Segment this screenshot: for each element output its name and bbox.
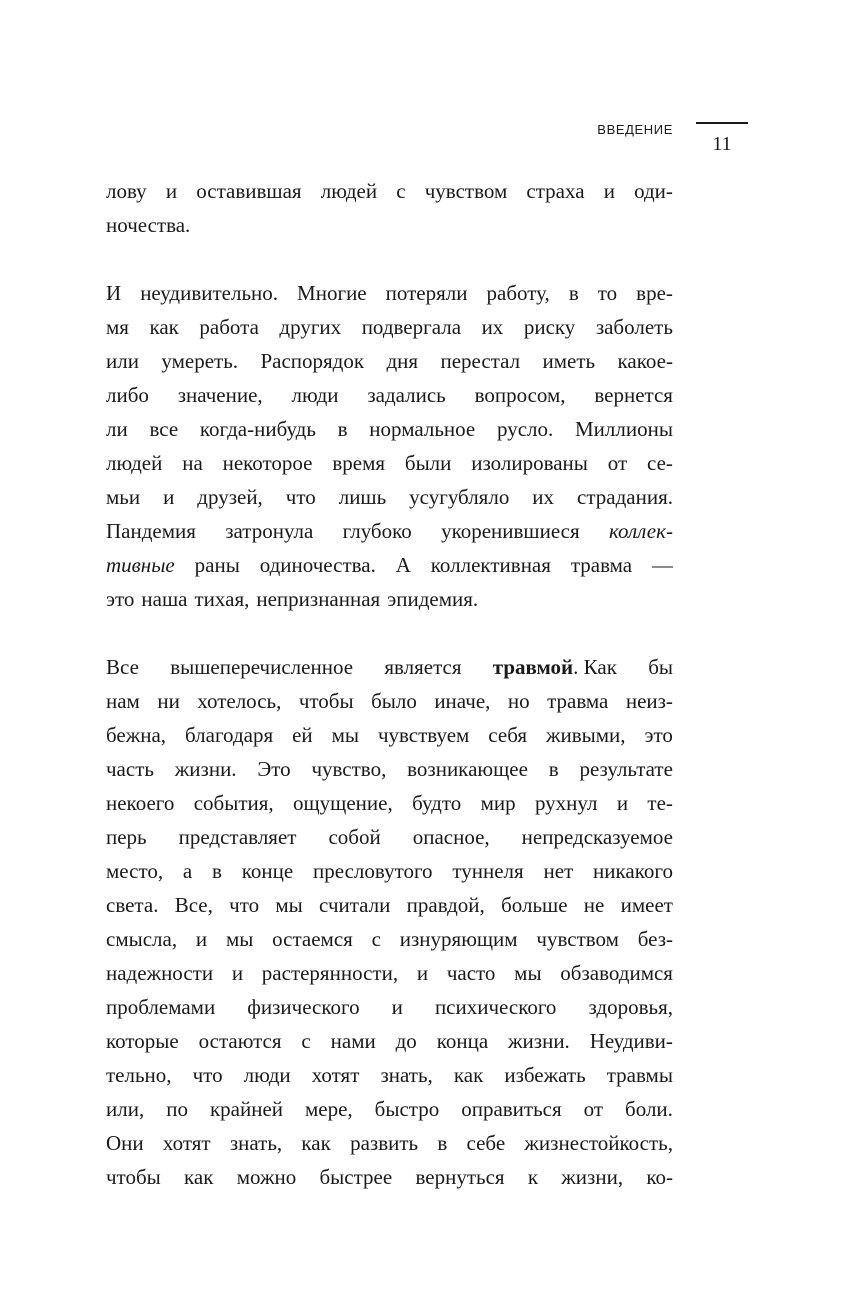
word: что [192, 1063, 223, 1087]
text-line [106, 514, 673, 548]
word: результате [579, 757, 673, 781]
word: живыми, [545, 723, 626, 747]
word: опасное, [412, 825, 490, 849]
word: смысла, [106, 927, 178, 951]
word: либо [106, 383, 149, 407]
word: изолированы [471, 451, 588, 475]
word: остаемся [272, 927, 353, 951]
word: неудивительно. [140, 281, 279, 305]
word: вре- [636, 281, 673, 305]
word: в [548, 757, 559, 781]
word: вопросом, [474, 383, 566, 407]
word: мы [514, 961, 542, 985]
word: события, [193, 791, 274, 815]
word: хотелось, [197, 689, 282, 713]
word: Многие [297, 281, 367, 305]
page-number: 11 [712, 133, 732, 155]
word: в [568, 281, 579, 305]
word: собой [328, 825, 381, 849]
word: бежна, [106, 723, 167, 747]
word: конца [436, 1029, 489, 1053]
word: чтобы [106, 1165, 161, 1189]
word: непредсказуемое [521, 825, 673, 849]
paragraph [106, 650, 673, 1194]
word: се- [647, 451, 673, 475]
word: света. [106, 893, 159, 917]
word: и [616, 791, 629, 815]
word: чтобы [298, 689, 354, 713]
word: или, [106, 1097, 145, 1121]
word: пресловутого [312, 859, 433, 883]
word: мы [331, 723, 359, 747]
text-line [106, 1058, 673, 1092]
text-line [106, 582, 673, 616]
text-line [106, 718, 673, 752]
word: нам [106, 689, 140, 713]
word: то [597, 281, 618, 305]
word: дня [386, 349, 419, 373]
word: и [231, 961, 244, 985]
text-line [106, 310, 673, 344]
word: перь [106, 825, 147, 849]
word: какое- [617, 349, 673, 373]
word: больше [501, 893, 568, 917]
word: как [149, 315, 179, 339]
word: себе [466, 1131, 506, 1155]
word: И [106, 281, 122, 305]
word: а [182, 859, 193, 883]
word: эпидемия. [387, 587, 479, 611]
word: от [583, 1097, 604, 1121]
word: А [395, 553, 411, 577]
word: ощущение, [293, 791, 393, 815]
word: и [195, 927, 208, 951]
text-line [106, 854, 673, 888]
word: страдания. [577, 485, 673, 509]
word: мы [275, 893, 303, 917]
word: заболеть [595, 315, 673, 339]
word: травма [570, 553, 633, 577]
word: в [212, 859, 222, 883]
word: мя [106, 315, 129, 339]
word: некоторое [222, 451, 313, 475]
word: оставившая [196, 179, 302, 203]
word: туннеля [452, 859, 524, 883]
word: Неудиви- [589, 1029, 673, 1053]
word: никакого [593, 859, 673, 883]
word: оправиться [461, 1097, 562, 1121]
text-line [106, 888, 673, 922]
word: но [507, 689, 530, 713]
word: и [391, 995, 403, 1019]
word: физического [247, 995, 360, 1019]
word: глубоко [342, 519, 412, 543]
italic-word: тивные [106, 553, 175, 577]
word: подвергала [361, 315, 462, 339]
word: наша [141, 587, 188, 611]
word: усугубляло [409, 485, 510, 509]
word: русло. [496, 417, 554, 441]
word: как [301, 1131, 331, 1155]
word: надежности [106, 961, 214, 985]
paragraph [106, 276, 673, 616]
word: друзей, [197, 485, 263, 509]
word: или [106, 349, 139, 373]
word: жизни. [174, 757, 237, 781]
word: некоего [106, 791, 175, 815]
word: конце [241, 859, 294, 883]
text-line [106, 548, 673, 582]
word: работу, [486, 281, 550, 305]
word: нормальное [369, 417, 476, 441]
word: как [453, 1063, 484, 1087]
body-text [106, 174, 673, 1228]
text-line [106, 174, 673, 208]
italic-word: коллек- [608, 519, 673, 543]
word: можно [236, 1165, 297, 1189]
word: к [527, 1165, 539, 1189]
word: чувство, [311, 757, 387, 781]
word: были [404, 451, 452, 475]
word: место, [106, 859, 164, 883]
word: работа [199, 315, 259, 339]
text-line [106, 956, 673, 990]
word: людей [320, 179, 378, 203]
word: обзаводимся [560, 961, 673, 985]
word: благодаря [185, 723, 274, 747]
word: ко- [646, 1165, 673, 1189]
word: и [165, 179, 178, 203]
word: жизни, [561, 1165, 624, 1189]
word: на [182, 451, 203, 475]
word: укоренившиеся [441, 519, 580, 543]
word: Распорядок [260, 349, 365, 373]
word: когда-нибудь [199, 417, 316, 441]
word: — [651, 553, 673, 577]
word: жизнестойкость, [524, 1131, 673, 1155]
word: это [106, 587, 135, 611]
word: жизни. [508, 1029, 570, 1053]
running-head-section-title: ВВЕДЕНИЕ [597, 122, 673, 137]
text-line [106, 1126, 673, 1160]
word: до [395, 1029, 417, 1053]
word: тихая, [194, 587, 250, 611]
word: ли [106, 417, 128, 441]
text-line [106, 990, 673, 1024]
word: их [481, 315, 504, 339]
word: нет [543, 859, 574, 883]
word: ей [292, 723, 313, 747]
word: чувствуем [377, 723, 470, 747]
word: вышеперечисленное [170, 655, 354, 679]
word: потеряли [385, 281, 468, 305]
word: было [371, 689, 417, 713]
text-line [106, 650, 673, 684]
word: мьи [106, 485, 141, 509]
paragraph [106, 174, 673, 242]
word: быстрее [319, 1165, 393, 1189]
word: знать, [229, 1131, 283, 1155]
word: . Как [573, 655, 617, 679]
text-line [106, 1160, 673, 1194]
word: является [384, 655, 462, 679]
word: чувством [536, 927, 619, 951]
word: неиз- [625, 689, 673, 713]
word: людей [106, 451, 163, 475]
text-line [106, 922, 673, 956]
word: страха [526, 179, 585, 203]
word: люди [243, 1063, 291, 1087]
word: раны [194, 553, 240, 577]
word: иметь [542, 349, 596, 373]
text-line [106, 1092, 673, 1126]
word: изнуряющим [399, 927, 518, 951]
word: ночества. [106, 213, 191, 237]
word: рухнул [534, 791, 598, 815]
word: Все, [174, 893, 213, 917]
text-line [106, 480, 673, 514]
word: хотят [162, 1131, 211, 1155]
word: правдой, [406, 893, 485, 917]
word: крайней [209, 1097, 283, 1121]
word: время [332, 451, 386, 475]
word: тельно, [106, 1063, 172, 1087]
word: и [603, 179, 615, 203]
word: бы [648, 655, 673, 679]
word: их [532, 485, 555, 509]
word: перестал [440, 349, 521, 373]
word: травма [547, 689, 609, 713]
word: хотят [311, 1063, 360, 1087]
word: не [583, 893, 605, 917]
word: умереть. [161, 349, 239, 373]
word: развить [350, 1131, 419, 1155]
word: других [279, 315, 342, 339]
text-line [106, 412, 673, 446]
word: остаются [198, 1029, 282, 1053]
word: боли. [625, 1097, 673, 1121]
word: будто [412, 791, 462, 815]
word: избежать [504, 1063, 586, 1087]
text-line [106, 786, 673, 820]
word: лишь [338, 485, 387, 509]
word: травмы [606, 1063, 673, 1087]
text-line [106, 684, 673, 718]
word: риску [523, 315, 576, 339]
word: и [416, 961, 429, 985]
text-line [106, 378, 673, 412]
word: себя [488, 723, 528, 747]
word: задались [367, 383, 446, 407]
word: психического [434, 995, 557, 1019]
word: непризнанная [256, 587, 381, 611]
text-line [106, 344, 673, 378]
word: лову [106, 179, 147, 203]
word: вернется [594, 383, 673, 407]
word: Это [257, 757, 291, 781]
word: без- [637, 927, 673, 951]
word: от [607, 451, 628, 475]
bold-term: травмой [492, 655, 574, 679]
word: одиночества. [259, 553, 376, 577]
word: здоровья, [588, 995, 673, 1019]
text-line [106, 820, 673, 854]
word: Миллионы [575, 417, 673, 441]
text-line [106, 752, 673, 786]
word: возникающее [407, 757, 528, 781]
word: это [644, 723, 673, 747]
word: быстро [374, 1097, 440, 1121]
word: с [371, 927, 381, 951]
text-line [106, 208, 673, 242]
word: нами [330, 1029, 376, 1053]
word: как [184, 1165, 214, 1189]
word: проблемами [106, 995, 216, 1019]
word: затронула [225, 519, 314, 543]
word: Все [106, 655, 139, 679]
word: люди [291, 383, 339, 407]
word: те- [647, 791, 673, 815]
word: которые [106, 1029, 179, 1053]
word: считали [319, 893, 391, 917]
word: мы [225, 927, 254, 951]
text-line [106, 276, 673, 310]
word: по [166, 1097, 188, 1121]
word: иначе, [434, 689, 491, 713]
word: чувством [424, 179, 508, 203]
folio-rule [696, 122, 748, 124]
word: знать, [380, 1063, 433, 1087]
word: Пандемия [106, 519, 196, 543]
word: коллективная [430, 553, 551, 577]
word: часто [446, 961, 496, 985]
word: представляет [178, 825, 297, 849]
word: в [337, 417, 348, 441]
text-line [106, 446, 673, 480]
word: мере, [304, 1097, 353, 1121]
word: растерянности, [261, 961, 399, 985]
word: все [149, 417, 179, 441]
text-line [106, 1024, 673, 1058]
word: в [437, 1131, 448, 1155]
word: оди- [634, 179, 673, 203]
word: вернуться [415, 1165, 505, 1189]
word: ни [157, 689, 180, 713]
bold-term-group [493, 650, 617, 684]
word: мир [480, 791, 516, 815]
word: Они [106, 1131, 144, 1155]
word: с [396, 179, 406, 203]
word: что [229, 893, 260, 917]
word: значение, [177, 383, 263, 407]
word: с [301, 1029, 311, 1053]
word: имеет [620, 893, 673, 917]
word: что [285, 485, 316, 509]
word: часть [106, 757, 154, 781]
word: и [163, 485, 175, 509]
